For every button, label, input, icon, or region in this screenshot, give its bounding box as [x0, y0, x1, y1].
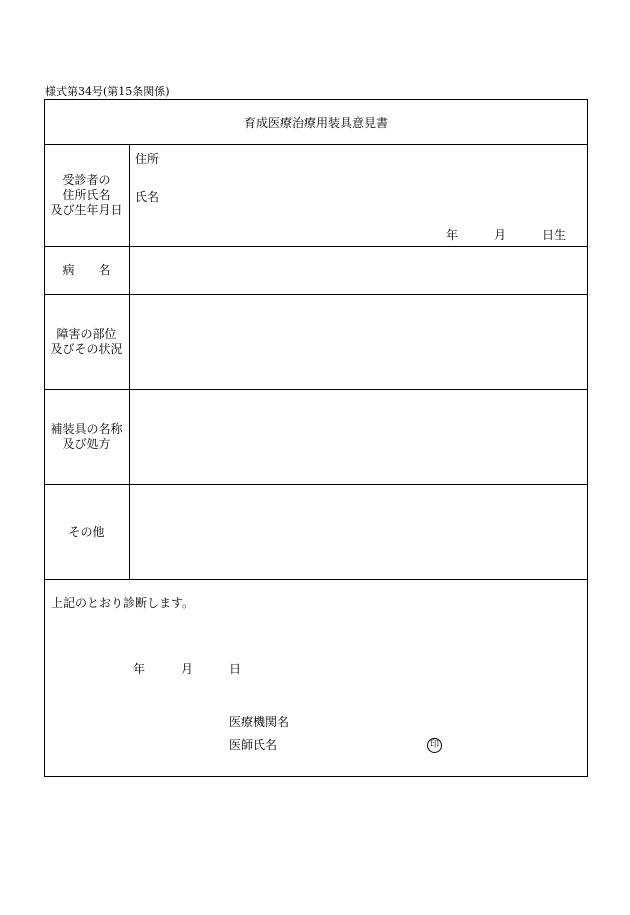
date-month-label: 月: [181, 662, 194, 676]
birth-day-label: 日生: [542, 228, 567, 242]
disability-label-line-1: 障害の部位: [56, 327, 117, 341]
name-label: 氏名: [135, 190, 160, 204]
patient-label-line-3: 及び生年月日: [50, 203, 123, 217]
diagnosis-statement: 上記のとおり診断します。: [51, 596, 195, 610]
form-number: 様式第34号(第15条関係): [45, 85, 170, 98]
patient-label-line-1: 受診者の: [62, 173, 111, 187]
disease-label: 病 名: [62, 263, 111, 277]
patient-label-line-2: 住所氏名: [62, 188, 111, 202]
equipment-label-line-2: 及び処方: [62, 437, 111, 451]
birth-year-label: 年: [446, 228, 459, 242]
date-year-label: 年: [133, 662, 146, 676]
institution-label: 医療機関名: [229, 715, 290, 729]
other-label: その他: [68, 525, 105, 539]
birth-month-label: 月: [494, 228, 507, 242]
seal-icon: 印: [427, 738, 442, 753]
date-day-label: 日: [229, 662, 242, 676]
form-title: 育成医療治療用装具意見書: [243, 116, 388, 130]
doctor-label: 医師氏名: [229, 738, 278, 752]
disability-label-line-2: 及びその状況: [50, 342, 123, 356]
equipment-label-line-1: 補装具の名称: [50, 422, 123, 436]
address-label: 住所: [135, 152, 160, 166]
